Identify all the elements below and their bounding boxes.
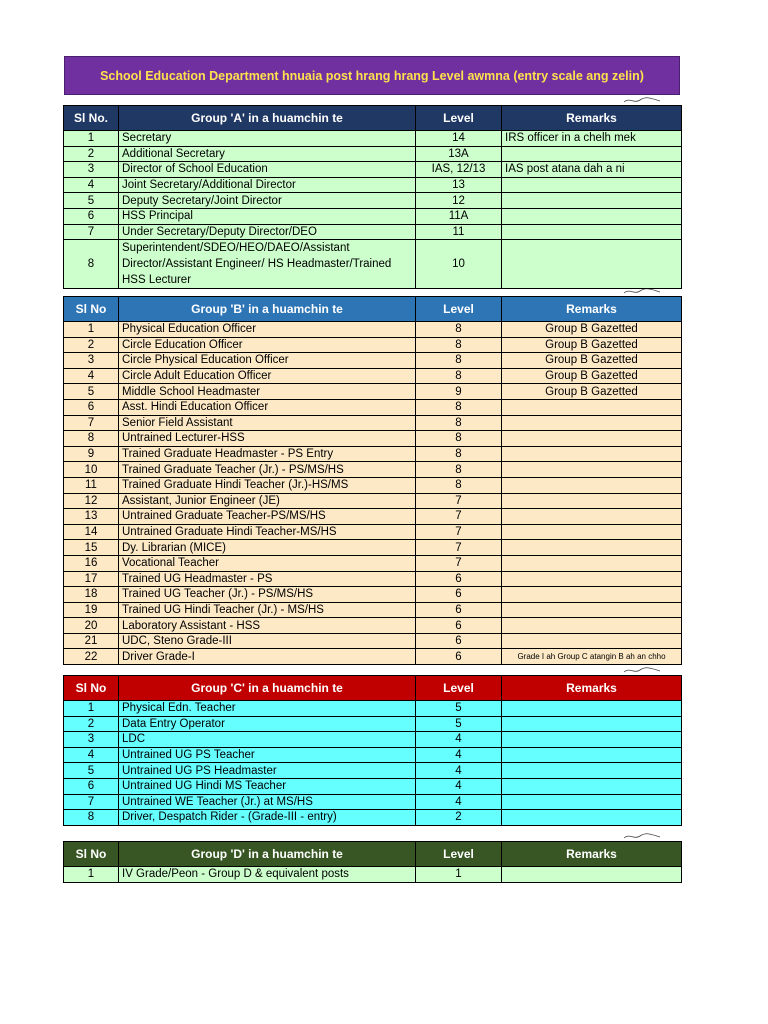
sl-no-cell: 20 bbox=[64, 618, 119, 634]
post-name-header: Group 'D' in a huamchin te bbox=[119, 842, 416, 867]
level-cell: 5 bbox=[416, 701, 502, 717]
post-name-cell: UDC, Steno Grade-III bbox=[119, 633, 416, 649]
remarks-cell: Group B Gazetted bbox=[502, 337, 682, 353]
level-header: Level bbox=[416, 842, 502, 867]
remarks-cell bbox=[502, 701, 682, 717]
level-cell: 8 bbox=[416, 462, 502, 478]
sl-no-cell: 6 bbox=[64, 399, 119, 415]
group-a-table bbox=[63, 105, 682, 289]
level-cell: 9 bbox=[416, 384, 502, 400]
table-row bbox=[64, 131, 682, 147]
level-cell: 4 bbox=[416, 778, 502, 794]
table-header-row bbox=[64, 842, 682, 867]
level-cell: 6 bbox=[416, 602, 502, 618]
table-row bbox=[64, 716, 682, 732]
table-row bbox=[64, 384, 682, 400]
remarks-header: Remarks bbox=[502, 297, 682, 322]
table-row bbox=[64, 701, 682, 717]
level-cell: 8 bbox=[416, 431, 502, 447]
table-row bbox=[64, 240, 682, 289]
level-cell: 8 bbox=[416, 399, 502, 415]
page-title: School Education Department hnuaia post hrang hrang Level awmna (entry scale ang zelin) bbox=[64, 56, 680, 95]
post-name-cell: Under Secretary/Deputy Director/DEO bbox=[119, 224, 416, 240]
remarks-cell bbox=[502, 794, 682, 810]
level-header: Level bbox=[416, 676, 502, 701]
remarks-cell: IAS post atana dah a ni bbox=[502, 162, 682, 178]
signature-mark bbox=[622, 831, 662, 841]
sl-no-cell: 1 bbox=[64, 322, 119, 338]
post-name-cell: Asst. Hindi Education Officer bbox=[119, 399, 416, 415]
remarks-cell: Group B Gazetted bbox=[502, 353, 682, 369]
remarks-cell bbox=[502, 446, 682, 462]
signature-mark bbox=[622, 95, 662, 105]
post-name-cell: HSS Principal bbox=[119, 208, 416, 224]
level-cell: 7 bbox=[416, 493, 502, 509]
remarks-cell: Grade I ah Group C atangin B ah an chho bbox=[502, 649, 682, 665]
table-row bbox=[64, 555, 682, 571]
post-name-cell: Untrained WE Teacher (Jr.) at MS/HS bbox=[119, 794, 416, 810]
sl-no-cell: 3 bbox=[64, 353, 119, 369]
level-cell: 8 bbox=[416, 477, 502, 493]
level-cell: 8 bbox=[416, 446, 502, 462]
remarks-cell: IRS officer in a chelh mek bbox=[502, 131, 682, 147]
post-name-cell: Trained UG Hindi Teacher (Jr.) - MS/HS bbox=[119, 602, 416, 618]
group-d-table bbox=[63, 841, 682, 883]
table-row bbox=[64, 446, 682, 462]
post-name-cell: Untrained Graduate Teacher-PS/MS/HS bbox=[119, 509, 416, 525]
table-row bbox=[64, 778, 682, 794]
level-cell: 6 bbox=[416, 587, 502, 603]
post-name-cell: Director of School Education bbox=[119, 162, 416, 178]
table-row bbox=[64, 177, 682, 193]
remarks-cell bbox=[502, 240, 682, 289]
sl-no-cell: 3 bbox=[64, 162, 119, 178]
table-row bbox=[64, 368, 682, 384]
post-name-cell: Physical Edn. Teacher bbox=[119, 701, 416, 717]
level-cell: 7 bbox=[416, 524, 502, 540]
post-name-cell: Circle Education Officer bbox=[119, 337, 416, 353]
table-row bbox=[64, 322, 682, 338]
table-header-row bbox=[64, 676, 682, 701]
post-name-cell: Untrained UG PS Headmaster bbox=[119, 763, 416, 779]
sl-no-cell: 6 bbox=[64, 208, 119, 224]
remarks-cell bbox=[502, 555, 682, 571]
sl-no-cell: 7 bbox=[64, 224, 119, 240]
sl-no-cell: 14 bbox=[64, 524, 119, 540]
table-row bbox=[64, 431, 682, 447]
sl-no-header: Sl No bbox=[64, 842, 119, 867]
remarks-cell bbox=[502, 193, 682, 209]
table-row bbox=[64, 867, 682, 883]
post-name-cell: Physical Education Officer bbox=[119, 322, 416, 338]
sl-no-cell: 3 bbox=[64, 732, 119, 748]
remarks-header: Remarks bbox=[502, 676, 682, 701]
post-name-cell: Trained Graduate Headmaster - PS Entry bbox=[119, 446, 416, 462]
level-cell: IAS, 12/13 bbox=[416, 162, 502, 178]
level-cell: 6 bbox=[416, 618, 502, 634]
level-cell: 7 bbox=[416, 509, 502, 525]
level-cell: 8 bbox=[416, 353, 502, 369]
post-name-cell: Superintendent/SDEO/HEO/DAEO/Assistant Director/Assistant Engineer/ HS Headmaster/Trained HSS Lecturer bbox=[119, 240, 416, 289]
level-cell: 8 bbox=[416, 337, 502, 353]
remarks-cell bbox=[502, 763, 682, 779]
level-cell: 12 bbox=[416, 193, 502, 209]
remarks-cell bbox=[502, 399, 682, 415]
post-name-cell: Untrained Lecturer-HSS bbox=[119, 431, 416, 447]
remarks-cell bbox=[502, 618, 682, 634]
remarks-cell: Group B Gazetted bbox=[502, 322, 682, 338]
sl-no-cell: 13 bbox=[64, 509, 119, 525]
post-name-cell: Assistant, Junior Engineer (JE) bbox=[119, 493, 416, 509]
remarks-header: Remarks bbox=[502, 106, 682, 131]
level-cell: 8 bbox=[416, 322, 502, 338]
remarks-cell bbox=[502, 415, 682, 431]
level-cell: 14 bbox=[416, 131, 502, 147]
post-name-cell: Untrained UG PS Teacher bbox=[119, 747, 416, 763]
table-header-row bbox=[64, 297, 682, 322]
post-name-header: Group 'A' in a huamchin te bbox=[119, 106, 416, 131]
sl-no-cell: 2 bbox=[64, 146, 119, 162]
sl-no-cell: 5 bbox=[64, 763, 119, 779]
level-cell: 7 bbox=[416, 555, 502, 571]
post-name-cell: Additional Secretary bbox=[119, 146, 416, 162]
sl-no-cell: 18 bbox=[64, 587, 119, 603]
level-cell: 13 bbox=[416, 177, 502, 193]
remarks-cell bbox=[502, 224, 682, 240]
post-name-cell: IV Grade/Peon - Group D & equivalent posts bbox=[119, 867, 416, 883]
level-cell: 7 bbox=[416, 540, 502, 556]
post-name-cell: Deputy Secretary/Joint Director bbox=[119, 193, 416, 209]
sl-no-header: Sl No. bbox=[64, 106, 119, 131]
table-row bbox=[64, 353, 682, 369]
table-row bbox=[64, 602, 682, 618]
table-row bbox=[64, 618, 682, 634]
sl-no-cell: 19 bbox=[64, 602, 119, 618]
sl-no-cell: 2 bbox=[64, 716, 119, 732]
post-name-cell: Dy. Librarian (MICE) bbox=[119, 540, 416, 556]
sl-no-cell: 1 bbox=[64, 867, 119, 883]
sl-no-cell: 7 bbox=[64, 415, 119, 431]
level-cell: 1 bbox=[416, 867, 502, 883]
table-row bbox=[64, 208, 682, 224]
table-row bbox=[64, 224, 682, 240]
sl-no-cell: 16 bbox=[64, 555, 119, 571]
sl-no-cell: 8 bbox=[64, 240, 119, 289]
remarks-cell bbox=[502, 778, 682, 794]
post-name-cell: Middle School Headmaster bbox=[119, 384, 416, 400]
post-name-cell: Circle Physical Education Officer bbox=[119, 353, 416, 369]
post-name-cell: LDC bbox=[119, 732, 416, 748]
remarks-cell: Group B Gazetted bbox=[502, 368, 682, 384]
sl-no-cell: 11 bbox=[64, 477, 119, 493]
level-cell: 6 bbox=[416, 633, 502, 649]
table-row bbox=[64, 810, 682, 826]
level-cell: 8 bbox=[416, 368, 502, 384]
table-row bbox=[64, 493, 682, 509]
table-row bbox=[64, 524, 682, 540]
sl-no-cell: 5 bbox=[64, 193, 119, 209]
table-row bbox=[64, 587, 682, 603]
sl-no-cell: 15 bbox=[64, 540, 119, 556]
level-cell: 4 bbox=[416, 732, 502, 748]
table-row bbox=[64, 794, 682, 810]
remarks-cell bbox=[502, 633, 682, 649]
sl-no-cell: 1 bbox=[64, 701, 119, 717]
level-cell: 10 bbox=[416, 240, 502, 289]
sl-no-cell: 8 bbox=[64, 810, 119, 826]
sl-no-header: Sl No bbox=[64, 297, 119, 322]
post-name-cell: Secretary bbox=[119, 131, 416, 147]
level-header: Level bbox=[416, 297, 502, 322]
post-name-cell: Trained UG Headmaster - PS bbox=[119, 571, 416, 587]
level-cell: 5 bbox=[416, 716, 502, 732]
level-cell: 8 bbox=[416, 415, 502, 431]
table-row bbox=[64, 540, 682, 556]
remarks-header: Remarks bbox=[502, 842, 682, 867]
remarks-cell bbox=[502, 810, 682, 826]
group-b-table bbox=[63, 296, 682, 665]
table-row bbox=[64, 399, 682, 415]
remarks-cell bbox=[502, 867, 682, 883]
remarks-cell bbox=[502, 208, 682, 224]
post-name-cell: Vocational Teacher bbox=[119, 555, 416, 571]
table-row bbox=[64, 337, 682, 353]
sl-no-cell: 5 bbox=[64, 384, 119, 400]
sl-no-cell: 4 bbox=[64, 747, 119, 763]
remarks-cell bbox=[502, 716, 682, 732]
remarks-cell bbox=[502, 524, 682, 540]
table-header-row bbox=[64, 106, 682, 131]
level-cell: 4 bbox=[416, 747, 502, 763]
post-name-cell: Circle Adult Education Officer bbox=[119, 368, 416, 384]
sl-no-cell: 1 bbox=[64, 131, 119, 147]
sl-no-cell: 22 bbox=[64, 649, 119, 665]
sl-no-cell: 2 bbox=[64, 337, 119, 353]
level-cell: 4 bbox=[416, 763, 502, 779]
table-row bbox=[64, 747, 682, 763]
post-name-cell: Untrained Graduate Hindi Teacher-MS/HS bbox=[119, 524, 416, 540]
table-row bbox=[64, 732, 682, 748]
sl-no-header: Sl No bbox=[64, 676, 119, 701]
table-row bbox=[64, 477, 682, 493]
sl-no-cell: 9 bbox=[64, 446, 119, 462]
table-row bbox=[64, 509, 682, 525]
remarks-cell bbox=[502, 462, 682, 478]
table-row bbox=[64, 193, 682, 209]
table-row bbox=[64, 763, 682, 779]
post-name-cell: Trained Graduate Teacher (Jr.) - PS/MS/HS bbox=[119, 462, 416, 478]
sl-no-cell: 8 bbox=[64, 431, 119, 447]
remarks-cell bbox=[502, 477, 682, 493]
table-row bbox=[64, 462, 682, 478]
table-row bbox=[64, 571, 682, 587]
sl-no-cell: 12 bbox=[64, 493, 119, 509]
table-row bbox=[64, 633, 682, 649]
remarks-cell bbox=[502, 571, 682, 587]
sl-no-cell: 7 bbox=[64, 794, 119, 810]
post-name-cell: Senior Field Assistant bbox=[119, 415, 416, 431]
post-name-cell: Trained Graduate Hindi Teacher (Jr.)-HS/MS bbox=[119, 477, 416, 493]
remarks-cell: Group B Gazetted bbox=[502, 384, 682, 400]
level-cell: 6 bbox=[416, 649, 502, 665]
table-row bbox=[64, 649, 682, 665]
sl-no-cell: 4 bbox=[64, 368, 119, 384]
remarks-cell bbox=[502, 747, 682, 763]
post-name-header: Group 'C' in a huamchin te bbox=[119, 676, 416, 701]
level-cell: 11A bbox=[416, 208, 502, 224]
level-cell: 4 bbox=[416, 794, 502, 810]
post-name-cell: Trained UG Teacher (Jr.) - PS/MS/HS bbox=[119, 587, 416, 603]
remarks-cell bbox=[502, 509, 682, 525]
post-name-cell: Untrained UG Hindi MS Teacher bbox=[119, 778, 416, 794]
sl-no-cell: 6 bbox=[64, 778, 119, 794]
table-row bbox=[64, 162, 682, 178]
remarks-cell bbox=[502, 602, 682, 618]
post-name-cell: Joint Secretary/Additional Director bbox=[119, 177, 416, 193]
table-row bbox=[64, 415, 682, 431]
post-name-cell: Data Entry Operator bbox=[119, 716, 416, 732]
level-cell: 13A bbox=[416, 146, 502, 162]
post-name-cell: Driver, Despatch Rider - (Grade-III - entry) bbox=[119, 810, 416, 826]
sl-no-cell: 17 bbox=[64, 571, 119, 587]
remarks-cell bbox=[502, 493, 682, 509]
level-cell: 2 bbox=[416, 810, 502, 826]
remarks-cell bbox=[502, 732, 682, 748]
post-name-header: Group 'B' in a huamchin te bbox=[119, 297, 416, 322]
level-cell: 6 bbox=[416, 571, 502, 587]
sl-no-cell: 10 bbox=[64, 462, 119, 478]
remarks-cell bbox=[502, 177, 682, 193]
remarks-cell bbox=[502, 146, 682, 162]
post-name-cell: Laboratory Assistant - HSS bbox=[119, 618, 416, 634]
post-name-cell: Driver Grade-I bbox=[119, 649, 416, 665]
remarks-cell bbox=[502, 540, 682, 556]
group-c-table bbox=[63, 675, 682, 826]
table-row bbox=[64, 146, 682, 162]
level-header: Level bbox=[416, 106, 502, 131]
sl-no-cell: 4 bbox=[64, 177, 119, 193]
sl-no-cell: 21 bbox=[64, 633, 119, 649]
signature-mark bbox=[622, 665, 662, 675]
remarks-cell bbox=[502, 587, 682, 603]
remarks-cell bbox=[502, 431, 682, 447]
level-cell: 11 bbox=[416, 224, 502, 240]
